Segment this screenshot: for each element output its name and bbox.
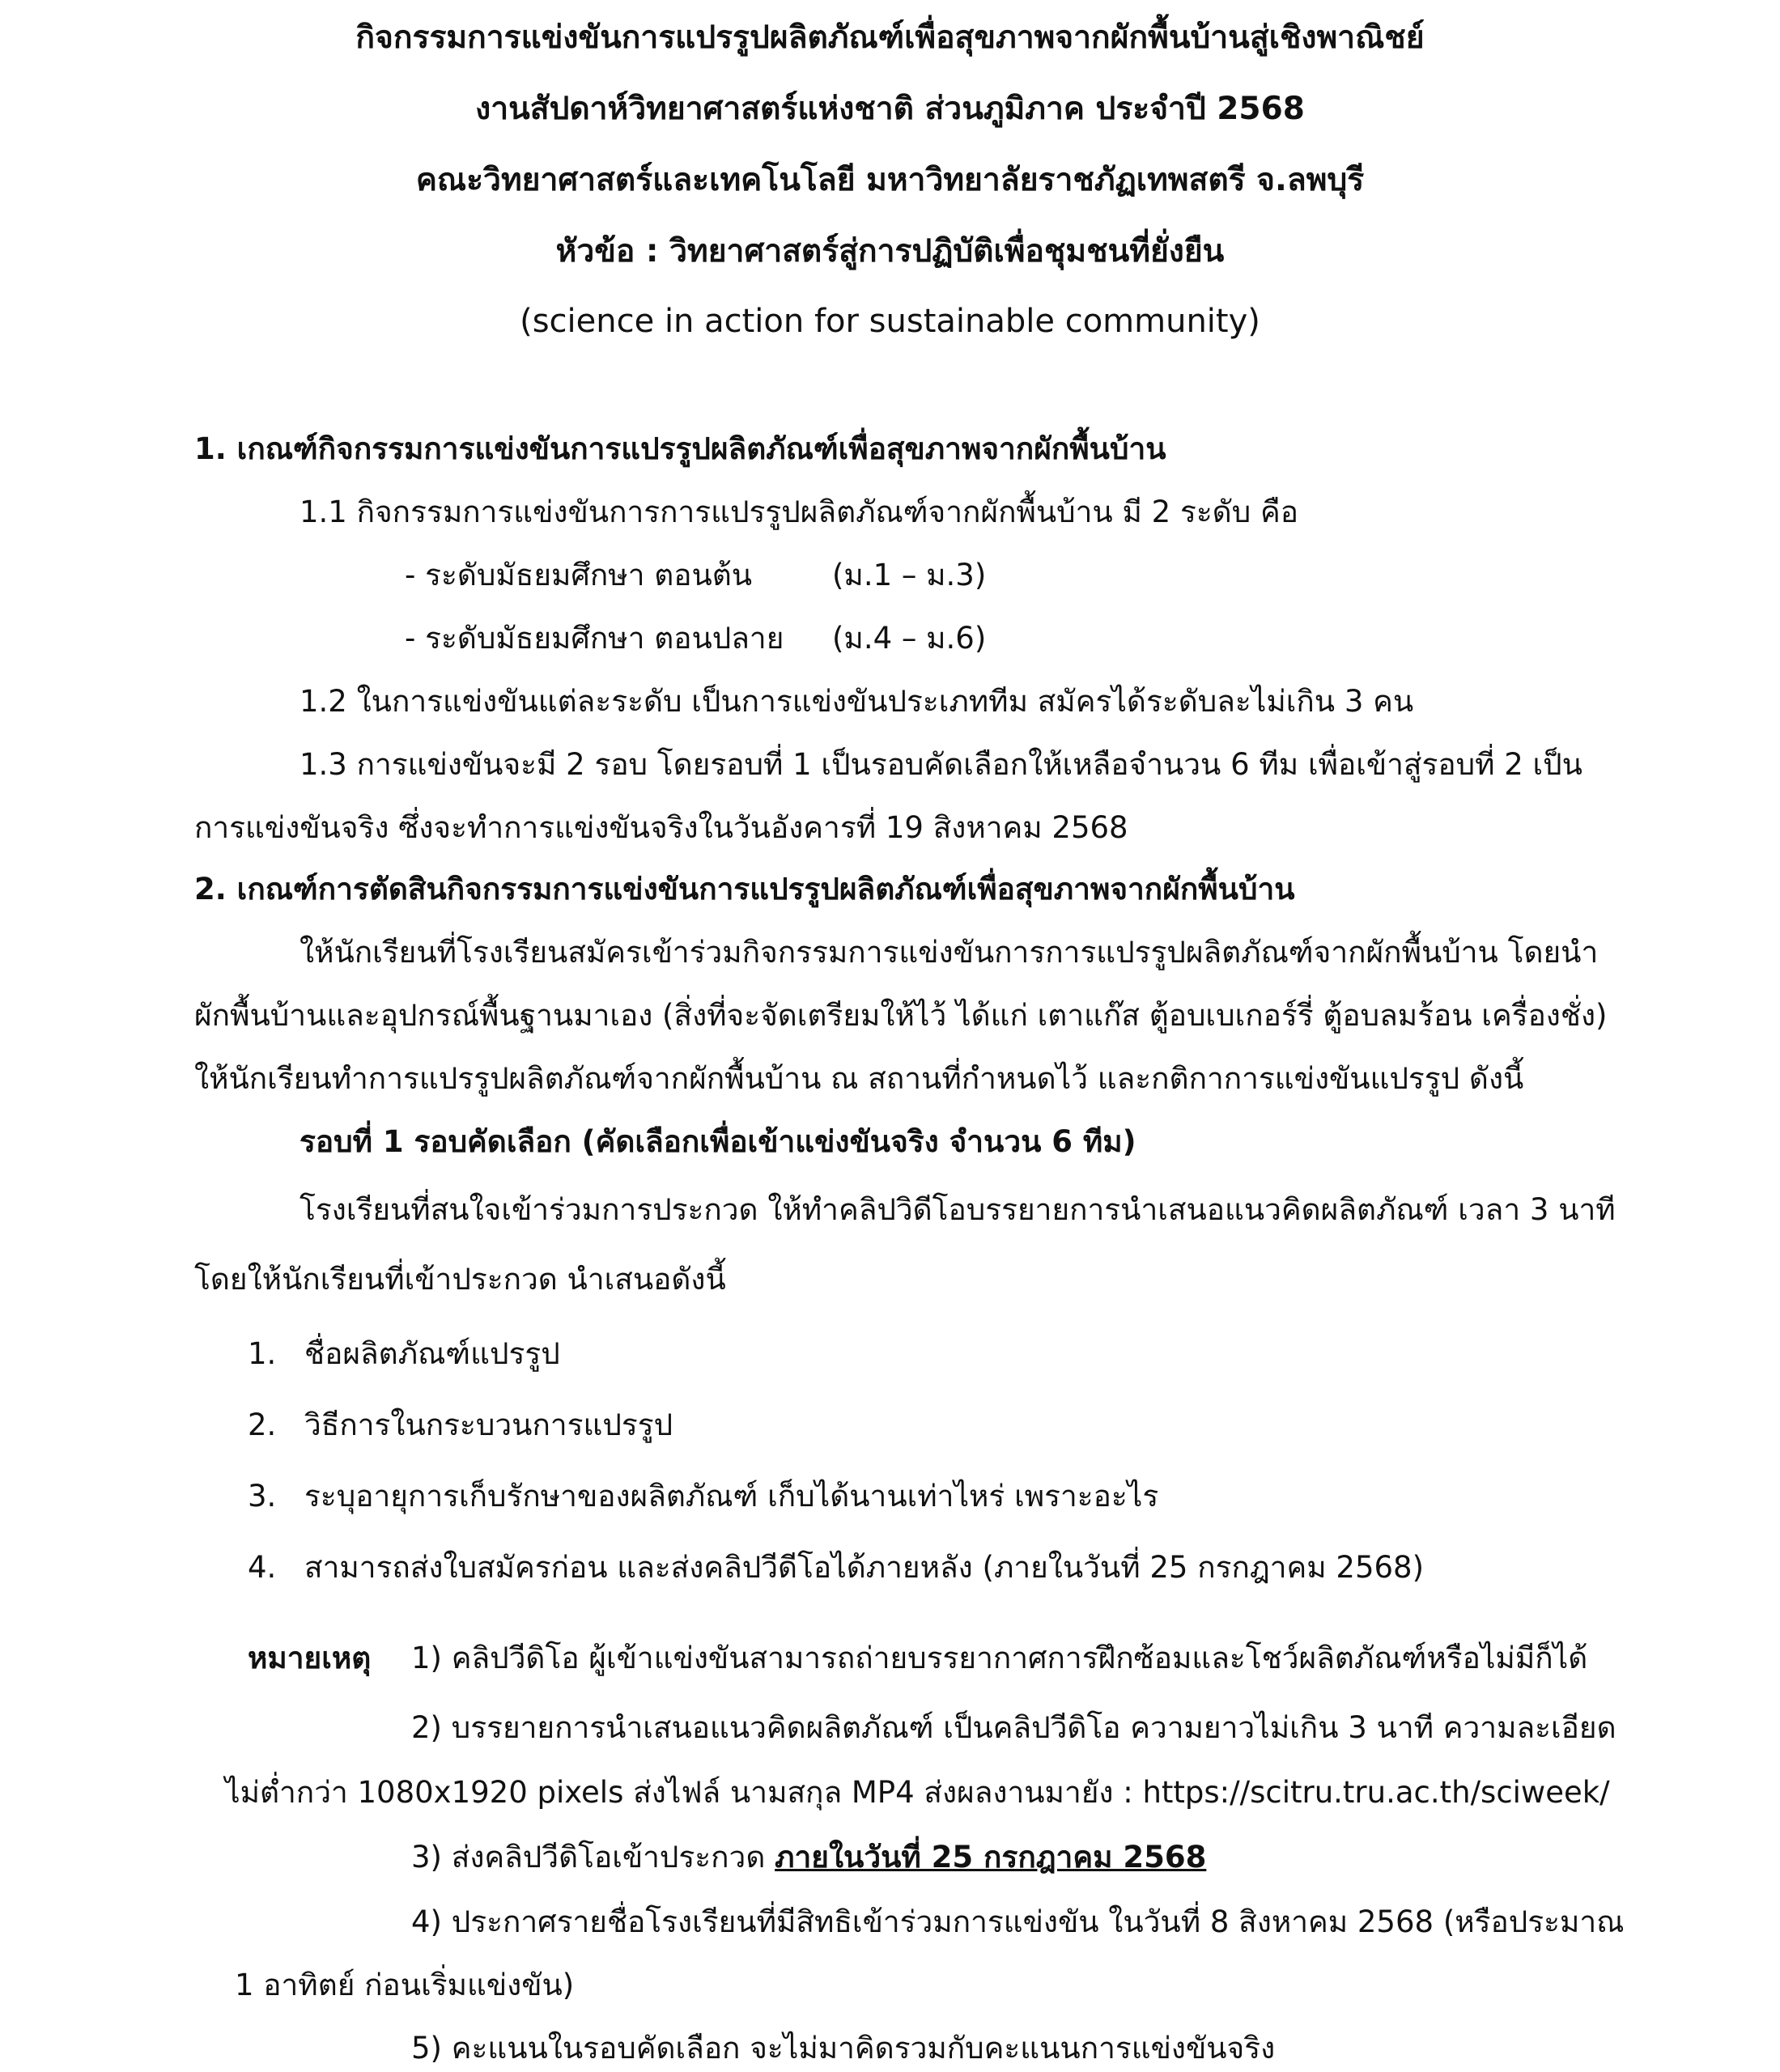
note-4-line1: 4) ประกาศรายชื่อโรงเรียนที่มีสิทธิเข้าร่วมการแข่งขัน ในวันที่ 8 สิงหาคม 2568 (หรือประมาณ bbox=[411, 1904, 1625, 1939]
list-item bbox=[248, 1405, 673, 1446]
list-item bbox=[248, 1334, 560, 1374]
level-upper-range: (ม.4 – ม.6) bbox=[832, 621, 987, 656]
section2-para-line1: ให้นักเรียนที่โรงเรียนสมัครเข้าร่วมกิจกรรมการแข่งขันการการแปรรูปผลิตภัณฑ์จากผักพื้นบ้าน โดยนำ bbox=[299, 935, 1599, 970]
level-lower-label: - ระดับมัธยมศึกษา ตอนต้น bbox=[405, 558, 753, 592]
section1-item-1-3-line2: การแข่งขันจริง ซึ่งจะทำการแข่งขันจริงในวันอังคารที่ 19 สิงหาคม 2568 bbox=[194, 810, 1128, 845]
section2-para-line2: ผักพื้นบ้านและอุปกรณ์พื้นฐานมาเอง (สิ่งที่จะจัดเตรียมให้ไว้ ได้แก่ เตาแก๊ส ตู้อบเบเกอร์รี่ ตู้อบลมร้อน เครื่องชั่ง) bbox=[194, 998, 1608, 1033]
title-line-5: (science in action for sustainable community) bbox=[520, 303, 1260, 340]
list-item-text: สามารถส่งใบสมัครก่อน และส่งคลิปวีดีโอได้ภายหลัง (ภายในวันที่ 25 กรกฎาคม 2568) bbox=[304, 1550, 1425, 1585]
level-lower-range: (ม.1 – ม.3) bbox=[832, 558, 987, 592]
note-2-line1: 2) บรรยายการนำเสนอแนวคิดผลิตภัณฑ์ เป็นคลิปวีดิโอ ความยาวไม่เกิน 3 นาที ความละเอียด bbox=[411, 1710, 1616, 1745]
section1-heading: 1. เกณฑ์กิจกรรมการแข่งขันการแปรรูปผลิตภัณฑ์เพื่อสุขภาพจากผักพื้นบ้าน bbox=[194, 431, 1166, 466]
list-item-text: ระบุอายุการเก็บรักษาของผลิตภัณฑ์ เก็บได้นานเท่าไหร่ เพราะอะไร bbox=[304, 1479, 1159, 1514]
note-5: 5) คะแนนในรอบคัดเลือก จะไม่มาคิดรวมกับคะแนนการแข่งขันจริง bbox=[411, 2031, 1276, 2066]
note-3-prefix: 3) ส่งคลิปวีดิโอเข้าประกวด bbox=[411, 1840, 775, 1875]
section1-item-1-3-line1: 1.3 การแข่งขันจะมี 2 รอบ โดยรอบที่ 1 เป็นรอบคัดเลือกให้เหลือจำนวน 6 ทีม เพื่อเข้าสู่รอบที่ 2 เป็น bbox=[299, 747, 1582, 782]
list-item-number: 2. bbox=[248, 1408, 277, 1442]
list-item-number: 4. bbox=[248, 1550, 277, 1585]
note-1: 1) คลิปวีดิโอ ผู้เข้าแข่งขันสามารถถ่ายบรรยากาศการฝึกซ้อมและโชว์ผลิตภัณฑ์หรือไม่มีก็ได้ bbox=[411, 1641, 1588, 1675]
title-line-3: คณะวิทยาศาสตร์และเทคโนโลยี มหาวิทยาลัยราชภัฏเทพสตรี จ.ลพบุรี bbox=[415, 162, 1365, 198]
section2-para-line3: ให้นักเรียนทำการแปรรูปผลิตภัณฑ์จากผักพื้นบ้าน ณ สถานที่กำหนดไว้ และกติกาการแข่งขันแปรรูป ดังนี้ bbox=[194, 1061, 1524, 1096]
note-3 bbox=[411, 1837, 1206, 1878]
title-line-1: กิจกรรมการแข่งขันการแปรรูปผลิตภัณฑ์เพื่อสุขภาพจากผักพื้นบ้านสู่เชิงพาณิชย์ bbox=[355, 19, 1425, 56]
note-3-deadline: ภายในวันที่ 25 กรกฎาคม 2568 bbox=[775, 1840, 1207, 1875]
title-line-4: หัวข้อ : วิทยาศาสตร์สู่การปฏิบัติเพื่อชุมชนที่ยั่งยืน bbox=[555, 233, 1225, 270]
section1-item-1-2: 1.2 ในการแข่งขันแต่ละระดับ เป็นการแข่งขันประเภททีม สมัครได้ระดับละไม่เกิน 3 คน bbox=[299, 684, 1414, 719]
section2-heading: 2. เกณฑ์การตัดสินกิจกรรมการแข่งขันการแปรรูปผลิตภัณฑ์เพื่อสุขภาพจากผักพื้นบ้าน bbox=[194, 872, 1295, 906]
round1-heading: รอบที่ 1 รอบคัดเลือก (คัดเลือกเพื่อเข้าแข่งขันจริง จำนวน 6 ทีม) bbox=[299, 1124, 1136, 1159]
list-item-text: ชื่อผลิตภัณฑ์แปรรูป bbox=[304, 1336, 560, 1371]
notes-label: หมายเหตุ bbox=[248, 1641, 372, 1675]
list-item-number: 3. bbox=[248, 1479, 277, 1514]
level-upper-label: - ระดับมัธยมศึกษา ตอนปลาย bbox=[405, 621, 784, 656]
round1-para-line2: โดยให้นักเรียนที่เข้าประกวด นำเสนอดังนี้ bbox=[194, 1262, 726, 1297]
section1-item-1-1: 1.1 กิจกรรมการแข่งขันการการแปรรูปผลิตภัณฑ์จากผักพื้นบ้าน มี 2 ระดับ คือ bbox=[299, 495, 1298, 529]
round1-para-line1: โรงเรียนที่สนใจเข้าร่วมการประกวด ให้ทำคลิปวิดีโอบรรยายการนำเสนอแนวคิดผลิตภัณฑ์ เวลา 3 นาที bbox=[299, 1192, 1616, 1227]
list-item-number: 1. bbox=[248, 1336, 277, 1371]
list-item bbox=[248, 1548, 1424, 1588]
note-4-line2: 1 อาทิตย์ ก่อนเริ่มแข่งขัน) bbox=[235, 1968, 575, 2002]
title-line-2: งานสัปดาห์วิทยาศาสตร์แห่งชาติ ส่วนภูมิภาค ประจำปี 2568 bbox=[475, 91, 1305, 127]
list-item bbox=[248, 1476, 1158, 1517]
note-2-line2: ไม่ต่ำกว่า 1080x1920 pixels ส่งไฟล์ นามสกุล MP4 ส่งผลงานมายัง : https://scitru.tru.ac.th/sciweek/ bbox=[225, 1775, 1610, 1810]
list-item-text: วิธีการในกระบวนการแปรรูป bbox=[304, 1408, 673, 1442]
